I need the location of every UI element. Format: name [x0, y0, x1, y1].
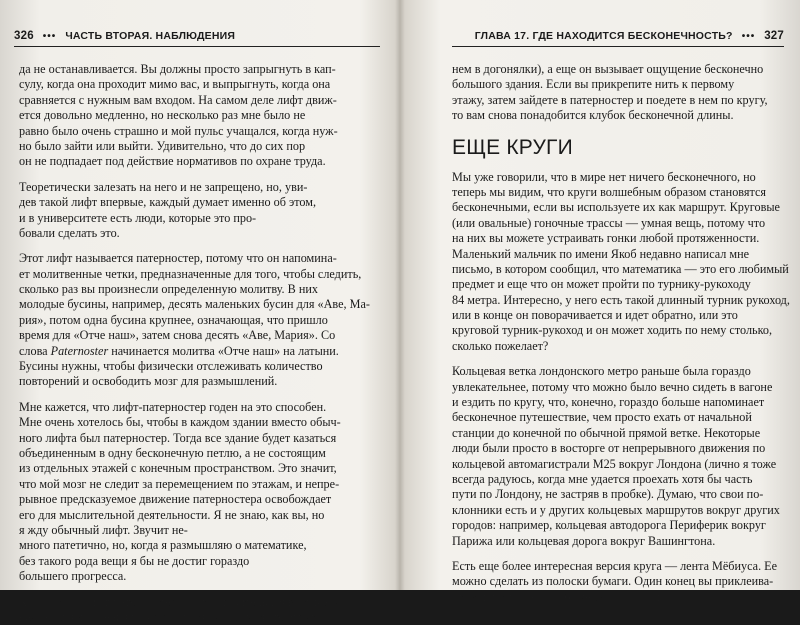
- paragraph: [19, 180, 359, 242]
- text-fragment: начинается молитва «Отче наш» на латыни.: [111, 344, 339, 358]
- page-number: 326: [14, 30, 34, 42]
- text-line: дев такой лифт впервые, каждый думает именно об этом,: [19, 195, 359, 210]
- text-line: и в университете есть люди, которые это про-: [19, 211, 359, 226]
- text-line: теперь мы видим, что круги волшебным образом становятся: [452, 185, 767, 200]
- latin-term: Paternoster: [51, 344, 109, 358]
- text-line: круговой турник-рукоход и он может ходить по нему столько,: [452, 323, 767, 338]
- header-dots: •••: [742, 31, 756, 42]
- text-line: повторений и освободить мозг для размышлений.: [19, 374, 359, 389]
- text-line: молодые бусины, например, десять маленьких бусин для «Аве, Ма-: [19, 297, 359, 312]
- paragraph: [19, 400, 359, 585]
- right-body-text: [452, 62, 767, 605]
- text-line: или в конце он поворачивается и идет обратно, или это: [452, 308, 767, 323]
- text-line: да не останавливается. Вы должны просто запрыгнуть в кап-: [19, 62, 359, 77]
- text-line: и ездить по кругу, что, конечно, гораздо больше напоминает: [452, 395, 767, 410]
- page-number: 327: [764, 30, 784, 42]
- text-line: сравняется с нужным вам входом. На самом деле лифт движ-: [19, 93, 359, 108]
- text-line: время для «Отче наш», затем снова десять «Аве, Мария». Со: [19, 328, 359, 343]
- text-line: ного лифта был патерностер. Тогда все здание будет казаться: [19, 431, 359, 446]
- text-line: бовали сделать это.: [19, 226, 359, 241]
- section-title: ЕЩЕ КРУГИ: [452, 128, 767, 168]
- text-line: рывное предсказуемое движение патерностера освобождает: [19, 492, 359, 507]
- text-line: Теоретически залезать на него и не запрещено, но, уви-: [19, 180, 359, 195]
- text-line: 84 метра. Интересно, у него есть такой длинный турник рукоход,: [452, 293, 767, 308]
- right-page-header: [452, 26, 784, 47]
- text-line: сколько пожелает?: [452, 339, 767, 354]
- text-line: станции до конечной по обычной прямой ветке. Некоторые: [452, 426, 767, 441]
- left-body-text: [19, 62, 359, 625]
- text-line: городов: например, кольцевая автодорога Периферик вокруг: [452, 518, 767, 533]
- paragraph: [452, 559, 767, 605]
- header-dots: •••: [43, 31, 57, 42]
- text-line: объединенным в одну бесконечную петлю, а не состоящим: [19, 446, 359, 461]
- text-line: (или овальные) гоночные трассы — умная вещь, потому что: [452, 216, 767, 231]
- text-line: Маленький мальчик по имени Якоб недавно написал мне: [452, 247, 767, 262]
- running-title: ЧАСТЬ ВТОРАЯ. НАБЛЮДЕНИЯ: [65, 30, 235, 42]
- text-line: увлекательнее, потому что можно было вечно сидеть в вагоне: [452, 380, 767, 395]
- left-page: [0, 0, 400, 590]
- text-line: можно сделать из полоски бумаги. Один конец вы приклеива-: [452, 574, 767, 589]
- text-line: Кольцевая ветка лондонского метро раньше была гораздо: [452, 364, 767, 379]
- paragraph: [452, 170, 767, 355]
- text-line: бесконечными, если вы используете их как маршрут. Круговые: [452, 200, 767, 215]
- text-line: он не подпадает под действие нормативов по охране труда.: [19, 154, 359, 169]
- text-line: Этот лифт называется патерностер, потому что он напомина-: [19, 251, 359, 266]
- text-line: Парижа или кольцевая дорога вокруг Вашингтона.: [452, 534, 767, 549]
- text-line: что мой мозг не следит за перемещением по этажам, и непре-: [19, 477, 359, 492]
- text-line: ная версия движения по кругу (хотя вы не сможете играть на: [19, 610, 359, 625]
- text-line: много патетично, но, когда я размышляю о математике,: [19, 538, 359, 553]
- text-line: [19, 344, 359, 359]
- text-line: рия», потом одна бусина крупнее, означающая, что пришло: [19, 313, 359, 328]
- text-line: на них вы можете устраивать гонки любой протяженности.: [452, 231, 767, 246]
- paragraph: [19, 595, 359, 625]
- paragraph: [19, 251, 359, 390]
- text-line: ет молитвенные четки, предназначенные для того, чтобы следить,: [19, 267, 359, 282]
- text-line: большего прогресса.: [19, 569, 359, 584]
- text-line: Кроме того, лифт-патерностер — это удивительная вертикаль-: [19, 595, 359, 610]
- text-line: люди были просто в восторге от непрерывного движения по: [452, 441, 767, 456]
- text-line: ется довольно медленно, но несколько раз мне было не: [19, 108, 359, 123]
- text-line: всегда радуюсь, когда мне удается проехать хотя бы часть: [452, 472, 767, 487]
- text-line: Есть еще более интересная версия круга — лента Мёбиуса. Ее: [452, 559, 767, 574]
- text-line: но было зайти или выйти. Удивительно, что до сих пор: [19, 139, 359, 154]
- text-line: его для мыслительной деятельности. Я не знаю, как вы, но: [19, 508, 359, 523]
- running-title: ГЛАВА 17. ГДЕ НАХОДИТСЯ БЕСКОНЕЧНОСТЬ?: [475, 30, 733, 42]
- text-line: клонники есть и у других кольцевых маршрутов вокруг других: [452, 503, 767, 518]
- text-line: из отдельных этажей с конечным пространством. Это значит,: [19, 461, 359, 476]
- paragraph: [452, 62, 767, 124]
- paragraph: [452, 364, 767, 549]
- text-line: равно было очень страшно и мой пульс учащался, когда нуж-: [19, 124, 359, 139]
- text-line: большого здания. Если вы прикрепите нить к первому: [452, 77, 767, 92]
- text-line: сколько раз вы произнесли определенную молитву. В них: [19, 282, 359, 297]
- text-fragment: слова: [19, 344, 48, 358]
- text-line: Мне кажется, что лифт-патерностер годен на это способен.: [19, 400, 359, 415]
- left-page-header: [14, 26, 380, 47]
- text-line: Мне очень хотелось бы, чтобы в каждом здании вместо обыч-: [19, 415, 359, 430]
- text-line: предмет и еще что он может пройти по турнику-рукоходу: [452, 277, 767, 292]
- text-line: я жду обычный лифт. Звучит не-: [19, 523, 359, 538]
- text-line: бесконечное путешествие, чем просто ехать от начальной: [452, 410, 767, 425]
- paragraph: [19, 62, 359, 170]
- text-line: сулу, когда она проходит мимо вас, и выпрыгнуть, когда она: [19, 77, 359, 92]
- text-line: пути по Лондону, не застряв в пробке). Думаю, что свои по-: [452, 487, 767, 502]
- text-line: этажу, затем зайдете в патерностер и поедете в нем по кругу,: [452, 93, 767, 108]
- text-line: письмо, в котором сообщил, что математика — это его любимый: [452, 262, 767, 277]
- text-line: без такого рода вещи я бы не достиг гораздо: [19, 554, 359, 569]
- text-line: нем в догонялки), а еще он вызывает ощущение бесконечно: [452, 62, 767, 77]
- text-line: ете к другому, но не обычным способом:: [452, 590, 767, 605]
- text-line: то вам снова понадобится клубок бесконечной длины.: [452, 108, 767, 123]
- text-line: Бусины нужны, чтобы физически отслеживать количество: [19, 359, 359, 374]
- text-line: Мы уже говорили, что в мире нет ничего бесконечного, но: [452, 170, 767, 185]
- text-line: кольцевой автомагистрали M25 вокруг Лондона (лично я тоже: [452, 457, 767, 472]
